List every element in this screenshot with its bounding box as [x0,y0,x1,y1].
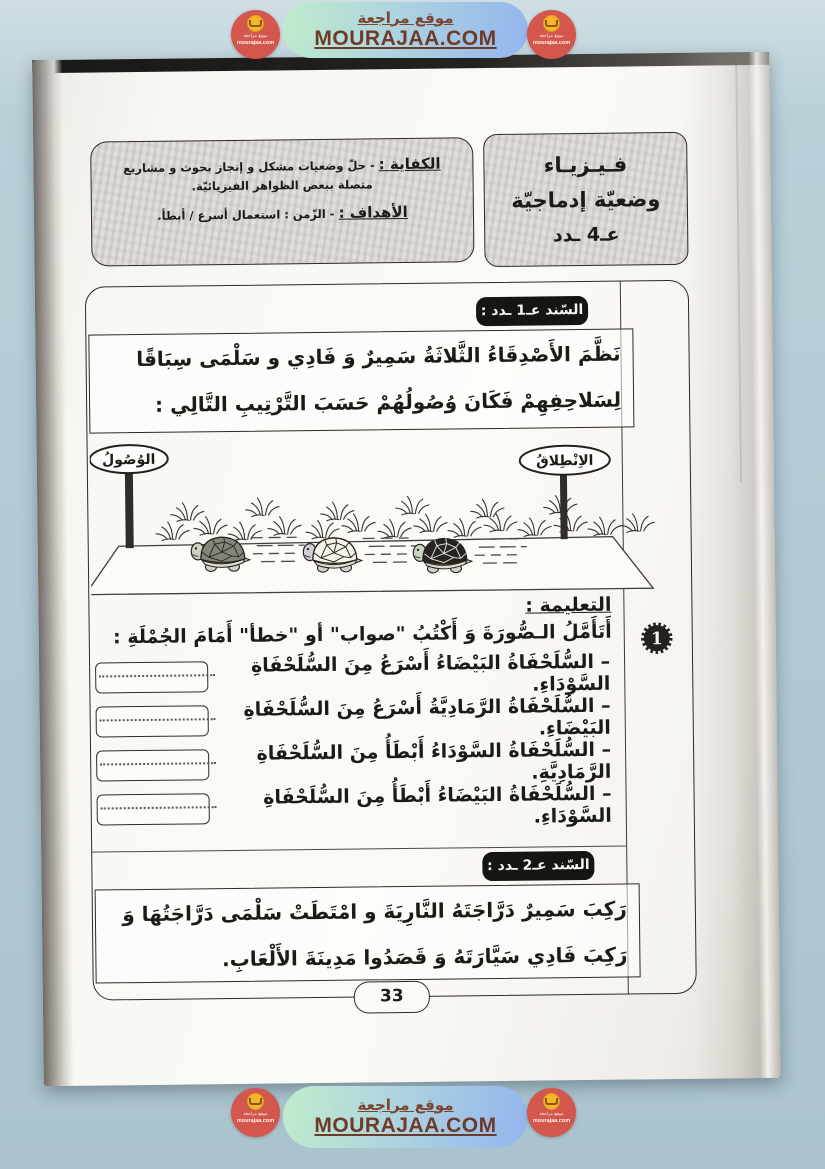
competency-line [105,152,458,197]
logo-text-ar: موقع مراجعة [243,1112,268,1117]
site-logo-icon [527,1088,576,1137]
competency-label: الكفاية : [378,154,441,174]
exercise-frame [85,280,697,1007]
start-sign-pole [560,474,568,539]
objectives-line [106,200,459,227]
logo-text-en: mourajaa.com [532,1117,571,1124]
competency-box [90,137,474,266]
statement-row [90,694,624,744]
site-name-url: MOURAJAA.COM [314,1114,497,1138]
answer-box-1[interactable] [95,661,208,693]
subject-title: فـيـزيـاء [543,151,628,177]
statement-row [90,650,624,700]
statement-row [91,738,625,788]
instruction-title: التعليمة : [525,593,612,617]
item-number-badge [641,622,673,654]
turtle-race-illustration [90,433,692,600]
answer-box-2[interactable] [96,705,209,737]
finish-sign-pole [125,472,134,548]
book-icon [247,15,264,32]
scanned-paper [32,52,781,1086]
support2-text-box: رَكِبَ سَمِيرٌ دَرَّاجَتَهُ النَّارِيَةَ و امْتَطَتْ سَلْمَى دَرَّاجَتُهَا وَ رَكِبَ فَادِي سَيَّارَتَهُ وَ قَصَدُوا مَدِينَةَ الأَلْعَابِ. [95,883,641,983]
start-sign-label: الاِنْطِلاقُ [536,452,594,470]
site-banner-top [283,2,528,58]
race-track [90,536,654,594]
statement-text: – السُّلَحْفَاةُ الرَّمَادِيَّةُ أَسْرَعُ مِنَ السُّلَحْفَاةِ البَيْضَاءِ. [243,694,611,740]
statement-text: – السُّلَحْفَاةُ السَّوْدَاءُ أَبْطَأُ مِنَ السُّلَحْفَاةِ الرَّمَادِيَّةِ. [256,738,612,784]
support1-badge: السّند عـ1 ـدد : [476,296,588,326]
points-label: عـ4 ـدد [552,223,620,246]
exercise-type: وضعيّة إدماجيّة [511,187,661,213]
support1-text-box: نَظَّمَ الأَصْدِقَاءُ الثَّلاثَةُ سَمِيرٌ وَ فَادِي و سَلْمَى سِبَاقًا لِسَلاحِفِهِمْ فَكَانَ وُصُولُهُمْ حَسَبَ التَّرْتِيبِ التَّالِي : [88,328,634,433]
book-icon [247,1093,264,1110]
answer-box-3[interactable] [96,749,209,781]
paper-left-shadow [32,60,74,1086]
statement-text: – السُّلَحْفَاةُ البَيْضَاءُ أَسْرَعُ مِنَ السُّلَحْفَاةِ السَّوْدَاءِ. [250,650,611,696]
objectives-label: الأهداف : [338,203,408,222]
site-logo-icon [231,1088,280,1137]
finish-sign-label: الوُصُولُ [102,451,156,469]
book-icon [543,15,560,32]
logo-text-en: mourajaa.com [236,1117,275,1124]
logo-text-en: mourajaa.com [236,39,275,46]
objectives-text: - الزّمن : استعمال أسرع / أبطأ. [157,206,335,223]
site-name-arabic: موقع مراجعة [357,8,454,27]
logo-text-en: mourajaa.com [532,39,571,46]
page-curl [683,52,781,1079]
page-number: 33 [354,981,430,1014]
book-icon [543,1093,560,1110]
logo-text-ar: موقع مراجعة [539,34,564,39]
logo-text-ar: موقع مراجعة [243,34,268,39]
site-logo-icon [231,10,280,59]
statement-text: – السُّلَحْفَاةُ البَيْضَاءُ أَبْطَأُ مِنَ السُّلَحْفَاةِ السَّوْدَاءِ. [263,782,612,828]
grass [155,493,654,542]
statement-row [91,782,625,832]
subject-box [483,132,688,267]
instruction-section [89,594,626,833]
support2-badge: السّند عـ2 ـدد : [482,851,594,881]
answer-box-4[interactable] [97,793,210,825]
site-name-arabic: موقع مراجعة [357,1095,454,1114]
instruction-text: أَتَأَمَّلُ الـصُّورَةَ وَ أَكْتُبُ "صواب" أو "خطأ" أَمَامَ الجُمْلَةِ : [112,620,612,649]
site-logo-icon [527,10,576,59]
logo-text-ar: موقع مراجعة [539,1112,564,1117]
site-name-url: MOURAJAA.COM [314,27,497,51]
site-banner-bottom [283,1086,528,1148]
item-number: 1 [650,629,663,650]
competency-text: - حلّ وضعيات مشكل و إنجاز بحوث و مشاريع متصلة ببعض الظواهر الفيزيائيّة. [123,158,375,194]
